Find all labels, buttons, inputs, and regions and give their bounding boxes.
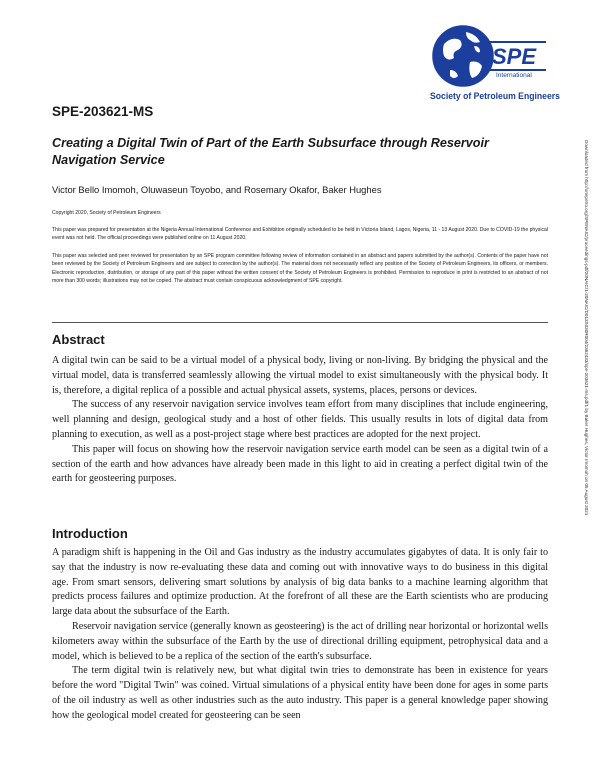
section-divider [52, 322, 548, 323]
download-note-text: Downloaded from http://onepetro.org/SPENAIC/proceedings-pdf/20NAIC/1-20NAIC/D013S030R004/2362433/spe-203621-ms.pdf/1 by Baker Hughes, Victor Imomoh on 05 August 2021 [584, 140, 589, 516]
abstract-heading: Abstract [52, 332, 105, 347]
logo-subtitle: International [496, 72, 532, 79]
introduction-paragraph: Reservoir navigation service (generally known as geosteering) is the act of drilling near horizontal or horizontal wells kilometers away within the subsurface of the Earth by the use of directional drilling equipment, petrophysical data and a model, which is believed to be a replica of the section of the earth's subsurface. [52, 620, 548, 662]
copyright-line: Copyright 2020, Society of Petroleum Engineers [52, 210, 161, 216]
logo-acronym: SPE [492, 44, 537, 69]
introduction-body [52, 546, 548, 724]
paper-id: SPE-203621-MS [52, 104, 154, 119]
logo-caption: Society of Petroleum Engineers [430, 90, 560, 101]
abstract-paragraph: A digital twin can be said to be a virtual model of a physical body, living or non-living. By bridging the physical and the virtual model, data is transferred seamlessly allowing the virtual model to exist simultaneously with the physical body. It is, therefore, a digital replica of a possible and actual physical assets, systems, places, persons or devices. [52, 355, 548, 396]
abstract-body [52, 354, 548, 487]
presentation-note: This paper was prepared for presentation at the Nigeria Annual International Conference and Exhibition originally scheduled to be held in Victoria Island, Lagos, Nigeria, 11 - 13 August 2020. Due to COVID-19 the physical event was not held. The official proceedings were published online on 11 August 2020. [52, 227, 548, 242]
introduction-paragraph: The term digital twin is relatively new, but what digital twin tries to demonstrate has been in existence for years before the word "Digital Twin" was coined. Virtual simulations of a physical entity have been done for ages in some parts of the oil industry as well as other industries such as the auto industry. This paper is a general knowledge paper showing how the geological model created for geosteering can be seen [52, 665, 548, 721]
abstract-paragraph: This paper will focus on showing how the reservoir navigation service earth model can be seen as a digital twin of a section of the earth and how advances have already been made in this light to aid in creating a perfect digital twin of the earth for geosteering purposes. [52, 443, 548, 485]
spe-logo [430, 22, 560, 102]
spe-globe-icon [430, 22, 550, 92]
abstract-paragraph: The success of any reservoir navigation service involves team effort from many disciplines that include engineering, well planning and design, geological study and a host of other fields. This usually results in lots of digital data from planning to execution, as well as a post-project stage where best practices are adopted for the next project. [52, 399, 548, 440]
review-note: This paper was selected and peer reviewed for presentation by an SPE program committee following review of information contained in an abstract and papers submitted by the author(s). Contents of the paper have not been reviewed by the Society of Petroleum Engineers and are subject to correction by the author(s). The material does not necessarily reflect any position of the Society of Petroleum Engineers, its officers, or members. Electronic reproduction, distribution, or storage of any part of this paper without the written consent of the Society of Petroleum Engineers is prohibited. Permission to reproduce in print is restricted to an abstract of not more than 300 words; illustrations may not be copied. The abstract must contain conspicuous acknowledgment of SPE copyright. [52, 253, 548, 285]
paper-title: Creating a Digital Twin of Part of the Earth Subsurface through Reservoir Navigation Service [52, 136, 489, 167]
introduction-heading: Introduction [52, 526, 128, 541]
download-watermark [583, 140, 591, 700]
author-list: Victor Bello Imomoh, Oluwaseun Toyobo, and Rosemary Okafor, Baker Hughes [52, 184, 382, 195]
introduction-paragraph: A paradigm shift is happening in the Oil and Gas industry as the industry accumulates gigabytes of data. It is only fair to say that the industry is now re-evaluating these data and coming out with innovative ways to do business in this digital age. From smart sensors, delivering smart solutions by analysis of big data banks to a machine learning algorithm that predicts process failures and optimize production. At the forefront of all these are the Earth scientists who are producing large data about the subsurface of the Earth. [52, 547, 548, 618]
